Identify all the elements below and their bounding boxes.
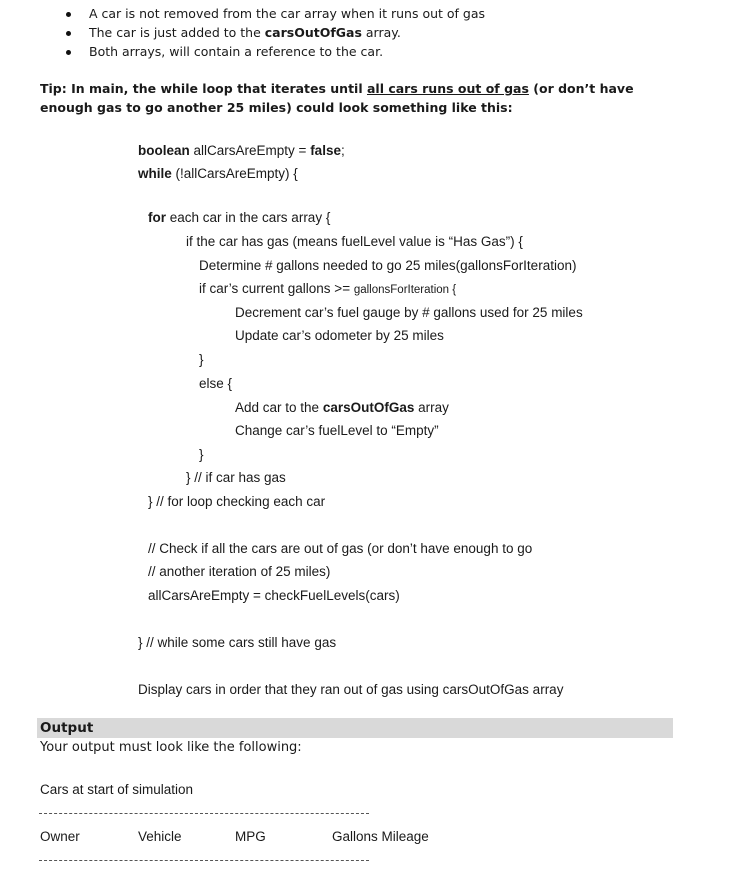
code-line-13: } (199, 447, 204, 462)
bullet-text-2-post: array. (361, 25, 401, 40)
code-line-15: } // for loop checking each car (148, 494, 326, 509)
output-subtext: Your output must look like the following: (40, 740, 302, 755)
code-line-8: Update car’s odometer by 25 miles (235, 328, 444, 343)
tip-post: (or don’t have enough gas to go another 25 miles) could look something like this: (40, 81, 634, 115)
column-owner: Owner (40, 829, 80, 844)
divider-dashed (39, 860, 369, 861)
bullet-text-3: Both arrays, will contain a reference to the car. (89, 44, 384, 59)
bullet-dot (66, 12, 71, 17)
code-line-12: Change car’s fuelLevel to “Empty” (235, 423, 439, 438)
code-line-20: Display cars in order that they ran out of gas using carsOutOfGas array (138, 682, 564, 697)
code-line-6 (199, 281, 456, 296)
code-text: ; (340, 143, 345, 158)
code-line-7: Decrement car’s fuel gauge by # gallons used for 25 miles (235, 305, 583, 320)
code-keyword: for (148, 210, 166, 225)
simulation-title: Cars at start of simulation (40, 782, 194, 797)
tip-pre: Tip: In main, the while loop that iterates until (40, 81, 367, 96)
code-keyword: while (138, 166, 172, 181)
output-heading-bar (37, 718, 673, 738)
divider-dashed (39, 813, 369, 814)
code-bold: carsOutOfGas (322, 400, 415, 415)
bullet-dot (66, 31, 71, 36)
code-line-4: if the car has gas (means fuelLevel value is “Has Gas”) { (186, 234, 523, 249)
column-mpg: MPG (235, 829, 266, 844)
code-text: Add car to the (235, 400, 323, 415)
bullet-text-2 (89, 25, 401, 40)
code-line-14: } // if car has gas (186, 470, 286, 485)
code-line-18: allCarsAreEmpty = checkFuelLevels(cars) (148, 588, 400, 603)
column-vehicle: Vehicle (138, 829, 182, 844)
code-line-19: } // while some cars still have gas (138, 635, 337, 650)
bullet-text-2-pre: The car is just added to the (89, 25, 265, 40)
code-keyword: false (310, 143, 341, 158)
tip-underlined: all cars runs out of gas (366, 81, 529, 96)
code-line-11 (235, 400, 449, 415)
code-line-2 (138, 166, 298, 181)
code-text-small: gallonsForIteration { (353, 284, 457, 296)
bullet-text-2-bold: carsOutOfGas (264, 25, 362, 40)
output-heading: Output (40, 720, 94, 736)
code-text: if car’s current gallons >= (199, 281, 354, 296)
bullet-text-1: A car is not removed from the car array when it runs out of gas (89, 6, 486, 21)
code-line-1 (138, 143, 345, 158)
code-line-9: } (199, 352, 204, 367)
code-text: (!allCarsAreEmpty) { (171, 166, 298, 181)
column-gallons-mileage: Gallons Mileage (332, 829, 429, 844)
code-line-10: else { (199, 376, 233, 391)
code-line-16: // Check if all the cars are out of gas (or don’t have enough to go (148, 541, 533, 556)
code-line-17: // another iteration of 25 miles) (148, 564, 331, 579)
code-line-5: Determine # gallons needed to go 25 miles(gallonsForIteration) (199, 258, 577, 273)
code-line-3 (148, 210, 330, 225)
code-keyword: boolean (138, 143, 190, 158)
code-text: array (414, 400, 449, 415)
code-text: each car in the cars array { (166, 210, 331, 225)
bullet-dot (66, 50, 71, 55)
code-text: allCarsAreEmpty = (189, 143, 311, 158)
tip-paragraph (40, 79, 680, 117)
